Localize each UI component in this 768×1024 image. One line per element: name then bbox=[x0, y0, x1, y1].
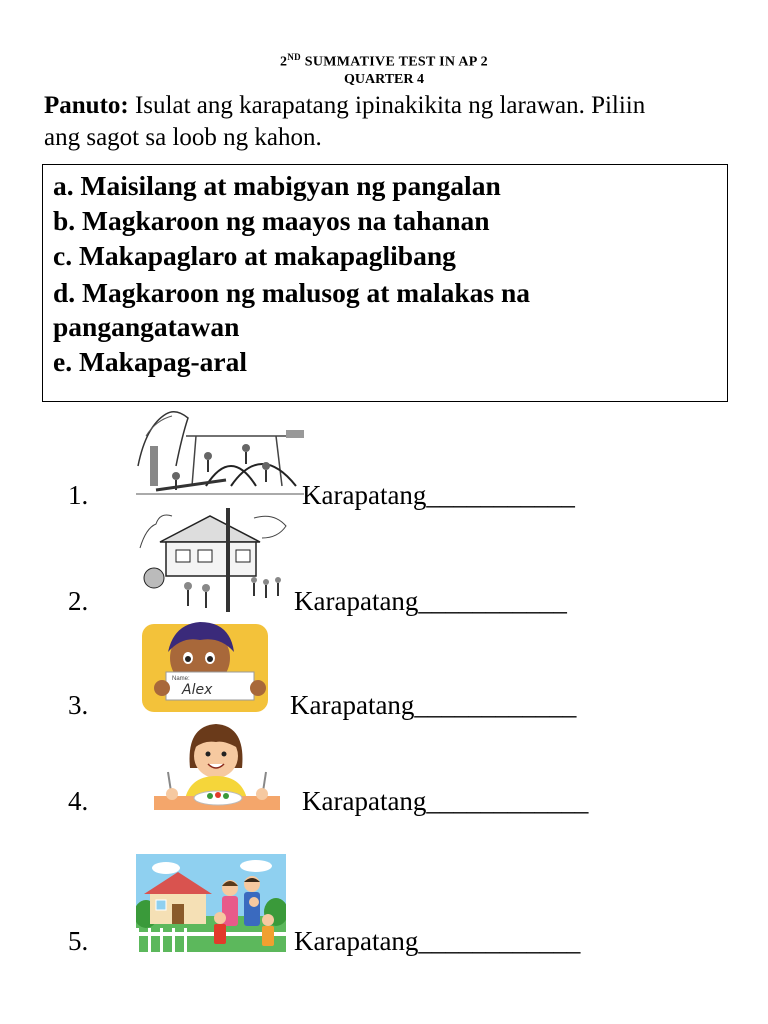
choice-b: b. Magkaroon ng maayos na tahanan bbox=[53, 205, 490, 236]
question-1-answer-line: Karapatang___________ bbox=[302, 480, 575, 510]
question-1-number: 1. bbox=[68, 480, 89, 510]
choice-a: a. Maisilang at mabigyan ng pangalan bbox=[53, 170, 501, 201]
quarter-label: QUARTER 4 bbox=[343, 72, 424, 87]
instructions-text: Isulat ang karapatang ipinakikita ng larawan. Piliin ang sagot sa loob ng kahon. bbox=[44, 92, 646, 151]
question-2-answer-line: Karapatang___________ bbox=[294, 586, 567, 616]
question-3-number: 3. bbox=[68, 690, 89, 720]
girl-eating-picture bbox=[154, 718, 280, 810]
nametag-name: Alex bbox=[182, 682, 213, 698]
instructions-label: Panuto: bbox=[44, 92, 129, 119]
choice-d-continued: pangangatawan bbox=[53, 311, 240, 342]
question-5-answer-line: Karapatang____________ bbox=[294, 926, 581, 956]
question-3-answer-line: Karapatang____________ bbox=[290, 690, 577, 720]
choice-e: e. Makapag-aral bbox=[53, 346, 248, 377]
question-5-number: 5. bbox=[68, 926, 89, 956]
question-2-number: 2. bbox=[68, 586, 89, 616]
question-4-number: 4. bbox=[68, 786, 89, 816]
nametag-label: Name: bbox=[172, 676, 190, 682]
family-house-picture bbox=[136, 854, 286, 952]
instructions bbox=[44, 90, 664, 154]
choices-box bbox=[42, 164, 728, 402]
choice-d: d. Magkaroon ng malusog at malakas na bbox=[53, 277, 531, 308]
boy-nametag-picture bbox=[140, 618, 270, 714]
playground-picture bbox=[136, 406, 304, 498]
test-title: 2ND SUMMATIVE TEST IN AP 2 bbox=[280, 52, 488, 70]
question-4-answer-line: Karapatang____________ bbox=[302, 786, 589, 816]
school-picture bbox=[136, 508, 288, 612]
choice-c: c. Makapaglaro at makapaglibang bbox=[53, 240, 456, 271]
